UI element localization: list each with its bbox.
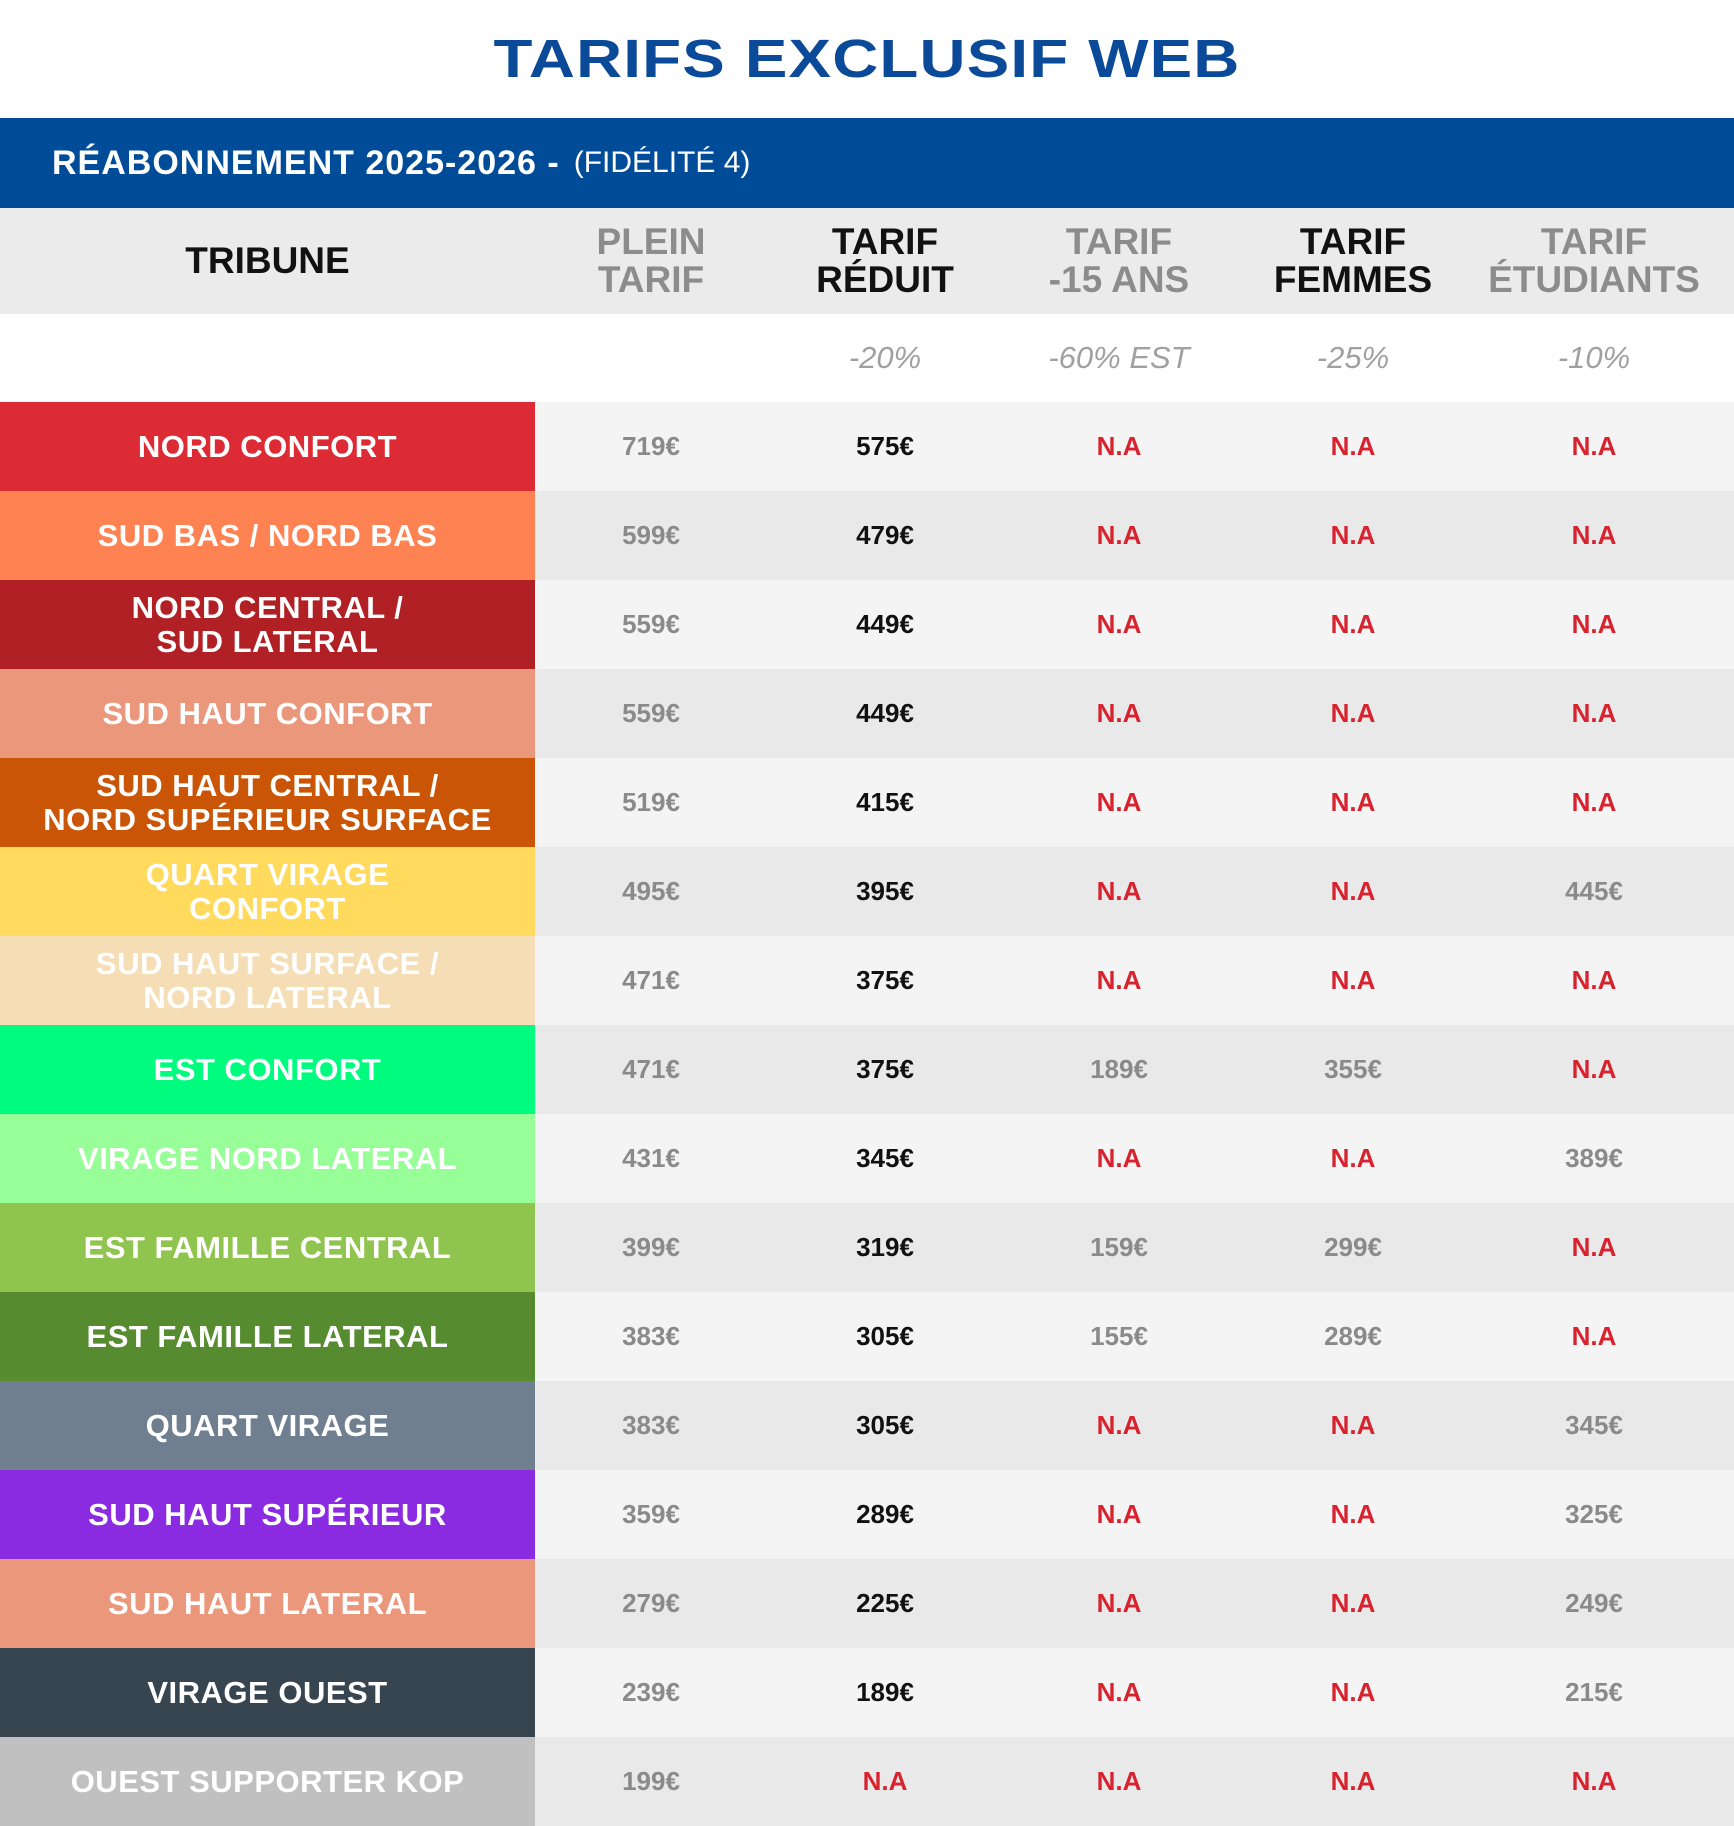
table-row bbox=[0, 580, 1734, 669]
price-cell-plein: 599€ bbox=[622, 520, 680, 550]
price-cell-plein: 519€ bbox=[622, 787, 680, 817]
price-cell-moins15: N.A bbox=[1096, 698, 1142, 728]
table-row bbox=[0, 847, 1734, 936]
price-cell-etudiants: N.A bbox=[1571, 431, 1617, 461]
price-cell-femmes: 289€ bbox=[1324, 1321, 1382, 1351]
price-cell-reduit: 449€ bbox=[856, 609, 914, 639]
price-cell-plein: 719€ bbox=[622, 431, 680, 461]
discount-label-2: -20% bbox=[848, 340, 922, 375]
table-row bbox=[0, 1114, 1734, 1203]
table-row bbox=[0, 1203, 1734, 1292]
price-cell-plein: 495€ bbox=[622, 876, 680, 906]
price-cell-plein: 199€ bbox=[622, 1766, 680, 1796]
table-row bbox=[0, 491, 1734, 580]
price-cell-etudiants: 249€ bbox=[1565, 1588, 1623, 1618]
discount-label-0 bbox=[0, 314, 535, 402]
discount-row bbox=[0, 314, 1734, 402]
price-cell-femmes: N.A bbox=[1330, 520, 1376, 550]
price-cell-moins15: 155€ bbox=[1090, 1321, 1148, 1351]
price-cell-plein: 383€ bbox=[622, 1410, 680, 1440]
price-cell-moins15: N.A bbox=[1096, 787, 1142, 817]
price-cell-reduit: 375€ bbox=[856, 965, 914, 995]
price-cell-etudiants: 325€ bbox=[1565, 1499, 1623, 1529]
price-cell-reduit: 305€ bbox=[856, 1321, 914, 1351]
price-cell-plein: 383€ bbox=[622, 1321, 680, 1351]
price-cell-etudiants: 345€ bbox=[1565, 1410, 1623, 1440]
banner-sub-text: (FIDÉLITÉ 4) bbox=[573, 146, 751, 179]
price-cell-reduit: 305€ bbox=[856, 1410, 914, 1440]
table-row bbox=[0, 936, 1734, 1025]
price-cell-femmes: N.A bbox=[1330, 1766, 1376, 1796]
price-cell-femmes: N.A bbox=[1330, 609, 1376, 639]
price-cell-plein: 431€ bbox=[622, 1143, 680, 1173]
discount-label-5: -10% bbox=[1557, 340, 1631, 375]
table-row bbox=[0, 1648, 1734, 1737]
column-header-3: TARIF -15 ANS bbox=[1048, 221, 1190, 300]
price-cell-etudiants: N.A bbox=[1571, 520, 1617, 550]
price-cell-femmes: N.A bbox=[1330, 698, 1376, 728]
price-cell-etudiants: 445€ bbox=[1565, 876, 1623, 906]
tribune-label: OUEST SUPPORTER KOP bbox=[0, 1737, 535, 1826]
price-cell-femmes: 299€ bbox=[1324, 1232, 1382, 1262]
tribune-label: SUD HAUT CONFORT bbox=[0, 669, 535, 758]
table-row bbox=[0, 758, 1734, 847]
price-cell-reduit: 319€ bbox=[856, 1232, 914, 1262]
price-cell-femmes: 355€ bbox=[1324, 1054, 1382, 1084]
tribune-label: NORD CONFORT bbox=[0, 402, 535, 491]
price-cell-plein: 239€ bbox=[622, 1677, 680, 1707]
table-header bbox=[0, 208, 1734, 314]
table-row bbox=[0, 1559, 1734, 1648]
tribune-label: SUD BAS / NORD BAS bbox=[0, 491, 535, 580]
price-cell-reduit: 289€ bbox=[856, 1499, 914, 1529]
tribune-label: SUD HAUT SURFACE / NORD LATERAL bbox=[0, 936, 535, 1025]
price-cell-reduit: 395€ bbox=[856, 876, 914, 906]
price-cell-plein: 359€ bbox=[622, 1499, 680, 1529]
price-cell-plein: 559€ bbox=[622, 609, 680, 639]
tribune-label: EST FAMILLE CENTRAL bbox=[0, 1203, 535, 1292]
discount-label-4: -25% bbox=[1316, 340, 1390, 375]
price-cell-moins15: N.A bbox=[1096, 1766, 1142, 1796]
table-row bbox=[0, 1737, 1734, 1826]
price-cell-reduit: 449€ bbox=[856, 698, 914, 728]
price-cell-moins15: N.A bbox=[1096, 1143, 1142, 1173]
table-row bbox=[0, 669, 1734, 758]
price-cell-etudiants: N.A bbox=[1571, 1321, 1617, 1351]
tribune-label: SUD HAUT CENTRAL / NORD SUPÉRIEUR SURFACE bbox=[0, 758, 535, 847]
price-cell-etudiants: 215€ bbox=[1565, 1677, 1623, 1707]
price-cell-plein: 279€ bbox=[622, 1588, 680, 1618]
price-cell-femmes: N.A bbox=[1330, 1677, 1376, 1707]
price-cell-etudiants: N.A bbox=[1571, 698, 1617, 728]
price-cell-moins15: 159€ bbox=[1090, 1232, 1148, 1262]
tribune-label: VIRAGE OUEST bbox=[0, 1648, 535, 1737]
price-cell-etudiants: N.A bbox=[1571, 965, 1617, 995]
column-header-0: TRIBUNE bbox=[185, 240, 350, 281]
price-cell-reduit: 575€ bbox=[856, 431, 914, 461]
price-cell-etudiants: N.A bbox=[1571, 609, 1617, 639]
column-header-2: TARIF RÉDUIT bbox=[816, 221, 954, 300]
tribune-label: NORD CENTRAL / SUD LATERAL bbox=[0, 580, 535, 669]
discount-label-1 bbox=[523, 314, 779, 402]
price-cell-moins15: N.A bbox=[1096, 1499, 1142, 1529]
tribune-label: VIRAGE NORD LATERAL bbox=[0, 1114, 535, 1203]
price-cell-etudiants: N.A bbox=[1571, 1766, 1617, 1796]
price-cell-moins15: N.A bbox=[1096, 1677, 1142, 1707]
price-cell-moins15: N.A bbox=[1096, 609, 1142, 639]
table-row bbox=[0, 1381, 1734, 1470]
price-cell-reduit: 225€ bbox=[856, 1588, 914, 1618]
tribune-label: QUART VIRAGE bbox=[0, 1381, 535, 1470]
price-cell-reduit: N.A bbox=[862, 1766, 908, 1796]
price-cell-reduit: 345€ bbox=[856, 1143, 914, 1173]
price-cell-etudiants: N.A bbox=[1571, 1054, 1617, 1084]
price-cell-moins15: N.A bbox=[1096, 1588, 1142, 1618]
price-cell-etudiants: N.A bbox=[1571, 1232, 1617, 1262]
tribune-label: EST CONFORT bbox=[0, 1025, 535, 1114]
price-cell-moins15: N.A bbox=[1096, 520, 1142, 550]
price-cell-moins15: N.A bbox=[1096, 965, 1142, 995]
price-cell-moins15: N.A bbox=[1096, 876, 1142, 906]
price-cell-etudiants: 389€ bbox=[1565, 1143, 1623, 1173]
price-cell-reduit: 189€ bbox=[856, 1677, 914, 1707]
table-row bbox=[0, 1025, 1734, 1114]
banner-main-text: RÉABONNEMENT 2025-2026 - bbox=[52, 143, 560, 182]
price-cell-femmes: N.A bbox=[1330, 1410, 1376, 1440]
price-cell-femmes: N.A bbox=[1330, 1499, 1376, 1529]
column-header-4: TARIF FEMMES bbox=[1273, 221, 1433, 300]
price-cell-etudiants: N.A bbox=[1571, 787, 1617, 817]
season-banner bbox=[0, 118, 1734, 208]
price-cell-femmes: N.A bbox=[1330, 787, 1376, 817]
price-cell-moins15: N.A bbox=[1096, 1410, 1142, 1440]
discount-label-3: -60% EST bbox=[1048, 340, 1190, 375]
column-header-5: TARIF ÉTUDIANTS bbox=[1488, 221, 1700, 300]
price-cell-femmes: N.A bbox=[1330, 876, 1376, 906]
column-header-1: PLEIN TARIF bbox=[596, 221, 706, 300]
table-row bbox=[0, 402, 1734, 491]
price-cell-femmes: N.A bbox=[1330, 1588, 1376, 1618]
tribune-label: SUD HAUT SUPÉRIEUR bbox=[0, 1470, 535, 1559]
price-cell-femmes: N.A bbox=[1330, 1143, 1376, 1173]
price-cell-moins15: N.A bbox=[1096, 431, 1142, 461]
price-cell-femmes: N.A bbox=[1330, 965, 1376, 995]
tribune-label: EST FAMILLE LATERAL bbox=[0, 1292, 535, 1381]
price-cell-plein: 399€ bbox=[622, 1232, 680, 1262]
price-cell-femmes: N.A bbox=[1330, 431, 1376, 461]
price-cell-plein: 471€ bbox=[622, 1054, 680, 1084]
tribune-label: QUART VIRAGE CONFORT bbox=[0, 847, 535, 936]
price-cell-moins15: 189€ bbox=[1090, 1054, 1148, 1084]
price-cell-reduit: 415€ bbox=[856, 787, 914, 817]
page-title: TARIFS EXCLUSIF WEB bbox=[493, 29, 1241, 89]
tribune-label: SUD HAUT LATERAL bbox=[0, 1559, 535, 1648]
price-cell-plein: 471€ bbox=[622, 965, 680, 995]
table-row bbox=[0, 1292, 1734, 1381]
price-cell-reduit: 375€ bbox=[856, 1054, 914, 1084]
table-row bbox=[0, 1470, 1734, 1559]
price-cell-reduit: 479€ bbox=[856, 520, 914, 550]
price-cell-plein: 559€ bbox=[622, 698, 680, 728]
